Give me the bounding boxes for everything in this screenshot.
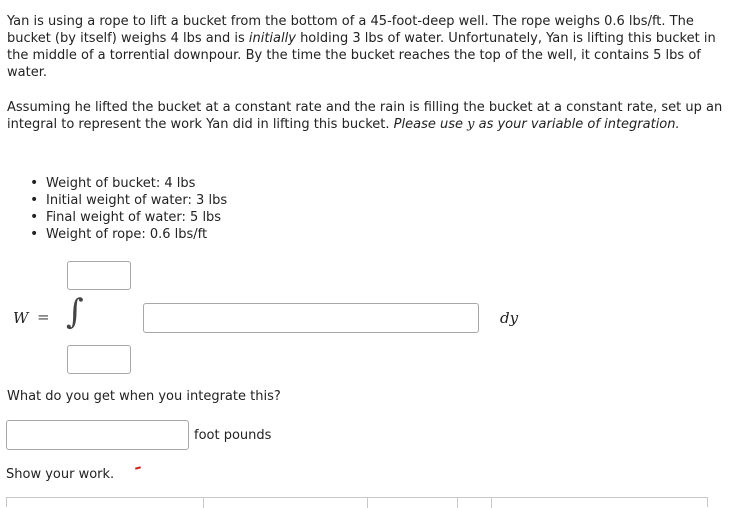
work-variable-w: W — [13, 309, 29, 327]
equals-sign: = — [37, 308, 50, 326]
instruction-text: Please use y as your variable of integration. — [393, 117, 680, 132]
problem-text-part: holding 3 lbs of water. Unfortunately, Yan is lifting this bucket in the middle of a torrential downpour. By the time the bucket reaches the top of the well, it contains 5 lbs of water. — [7, 31, 716, 80]
integral-sign: ∫ — [66, 292, 84, 332]
table-divider — [457, 498, 458, 508]
integration-question: What do you get when you integrate this? — [7, 389, 281, 404]
given-values-list — [46, 175, 227, 243]
table-divider — [203, 498, 204, 508]
required-mark — [135, 466, 141, 469]
list-item: • Weight of bucket: 4 lbs — [46, 175, 227, 192]
table-divider — [367, 498, 368, 508]
table-divider — [491, 498, 492, 508]
problem-text-part: Assuming he lifted the bucket at a constant rate and the rain is filling the bucket at a constant rate, set up an integral to represent the work Yan did in lifting this bucket. — [7, 100, 723, 132]
work-answer-input[interactable] — [6, 420, 189, 450]
list-item: • Initial weight of water: 3 lbs — [46, 192, 227, 209]
list-item: • Weight of rope: 0.6 lbs/ft — [46, 226, 227, 243]
list-item: • Final weight of water: 5 lbs — [46, 209, 227, 226]
problem-paragraph-1 — [7, 13, 729, 81]
variable-y: y — [467, 117, 475, 132]
problem-text-part: Yan is using a rope to lift a bucket from the bottom of a 45-foot-deep well. The rope weighs 0.6 lbs/ft. The bucket (by itself) weighs 4 lbs and is — [7, 14, 694, 46]
emphasis-initially: initially — [248, 31, 296, 46]
differential-dy: dy — [500, 309, 519, 327]
show-work-label: Show your work. — [6, 467, 115, 482]
lower-limit-input[interactable] — [67, 345, 131, 374]
problem-paragraph-2 — [7, 99, 729, 133]
upper-limit-input[interactable] — [67, 261, 131, 290]
integrand-input[interactable] — [143, 303, 479, 333]
unit-label: foot pounds — [194, 428, 272, 443]
work-area-table[interactable] — [6, 497, 708, 507]
